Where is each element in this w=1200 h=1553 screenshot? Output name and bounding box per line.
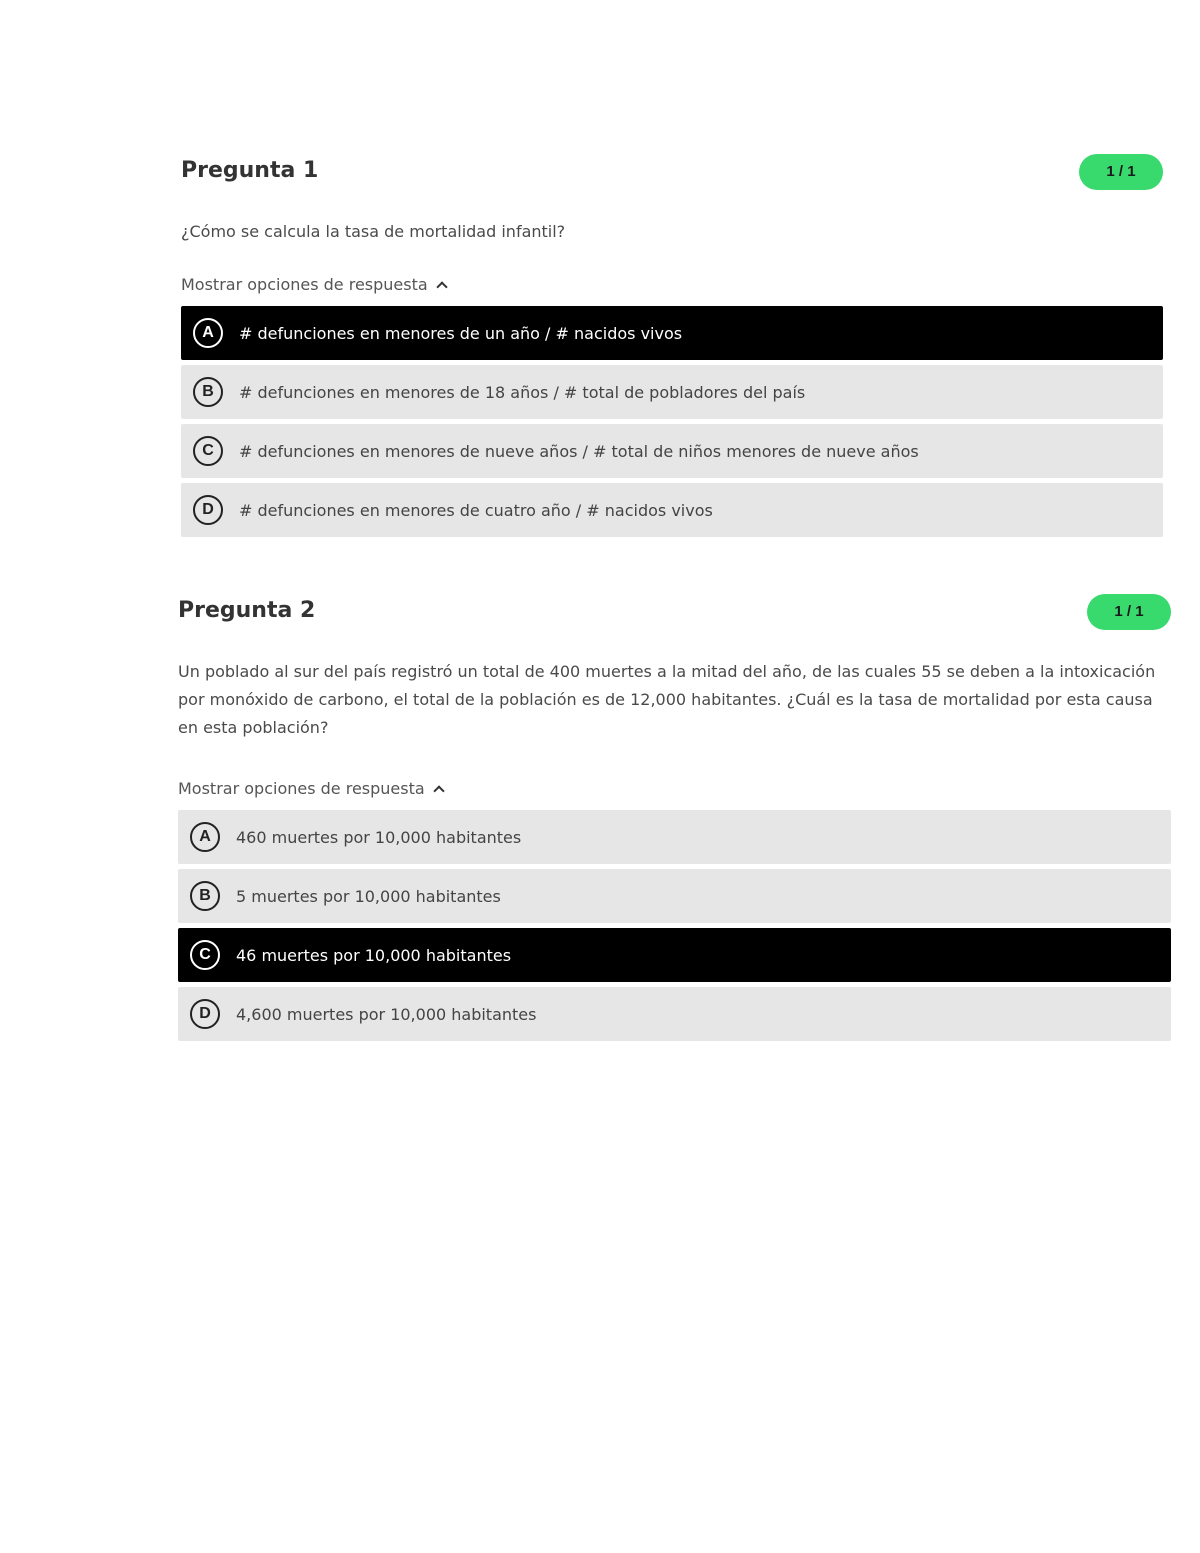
answer-option-b[interactable] [178, 869, 1171, 923]
option-letter-a: A [193, 318, 223, 348]
show-options-toggle[interactable] [178, 776, 1171, 800]
question-text: Un poblado al sur del país registró un total de 400 muertes a la mitad del año, de las cuales 55 se deben a la intoxicación por monóxido de carbono, el total de la población es de 12,000 habitantes. ¿Cuál es la tasa de mortalidad por esta causa en esta población? [178, 662, 1156, 737]
answer-option-b[interactable] [181, 365, 1163, 419]
answer-option-d[interactable] [178, 987, 1171, 1041]
option-text-b: # defunciones en menores de 18 años / # total de pobladores del país [239, 382, 806, 402]
option-text-a: # defunciones en menores de un año / # nacidos vivos [239, 323, 683, 343]
score-badge: 1 / 1 [1079, 154, 1163, 190]
option-letter-d: D [193, 495, 223, 525]
answer-option-a[interactable] [181, 306, 1163, 360]
question-header [178, 594, 1171, 634]
toggle-label: Mostrar opciones de respuesta [178, 778, 425, 798]
chevron-up-icon [433, 785, 444, 796]
option-text-a: 460 muertes por 10,000 habitantes [236, 827, 522, 847]
option-letter-c: C [193, 436, 223, 466]
option-text-b: 5 muertes por 10,000 habitantes [236, 886, 501, 906]
question-header [181, 154, 1163, 194]
answer-option-d[interactable] [181, 483, 1163, 537]
answer-option-c[interactable] [178, 928, 1171, 982]
option-letter-b: B [190, 881, 220, 911]
question-title: Pregunta 2 [178, 598, 316, 623]
question-2 [178, 594, 1171, 1041]
question-1 [181, 154, 1163, 537]
option-text-c: 46 muertes por 10,000 habitantes [236, 945, 512, 965]
option-letter-a: A [190, 822, 220, 852]
answer-option-a[interactable] [178, 810, 1171, 864]
option-text-d: 4,600 muertes por 10,000 habitantes [236, 1004, 537, 1024]
option-letter-b: B [193, 377, 223, 407]
question-text: ¿Cómo se calcula la tasa de mortalidad infantil? [181, 222, 566, 241]
chevron-up-icon [436, 281, 447, 292]
answer-options [181, 306, 1163, 537]
option-text-c: # defunciones en menores de nueve años / # total de niños menores de nueve años [239, 441, 919, 461]
show-options-toggle[interactable] [181, 272, 1163, 296]
answer-options [178, 810, 1171, 1041]
answer-option-c[interactable] [181, 424, 1163, 478]
toggle-label: Mostrar opciones de respuesta [181, 274, 428, 294]
score-badge: 1 / 1 [1087, 594, 1171, 630]
option-letter-c: C [190, 940, 220, 970]
option-letter-d: D [190, 999, 220, 1029]
option-text-d: # defunciones en menores de cuatro año / # nacidos vivos [239, 500, 713, 520]
question-title: Pregunta 1 [181, 158, 319, 183]
